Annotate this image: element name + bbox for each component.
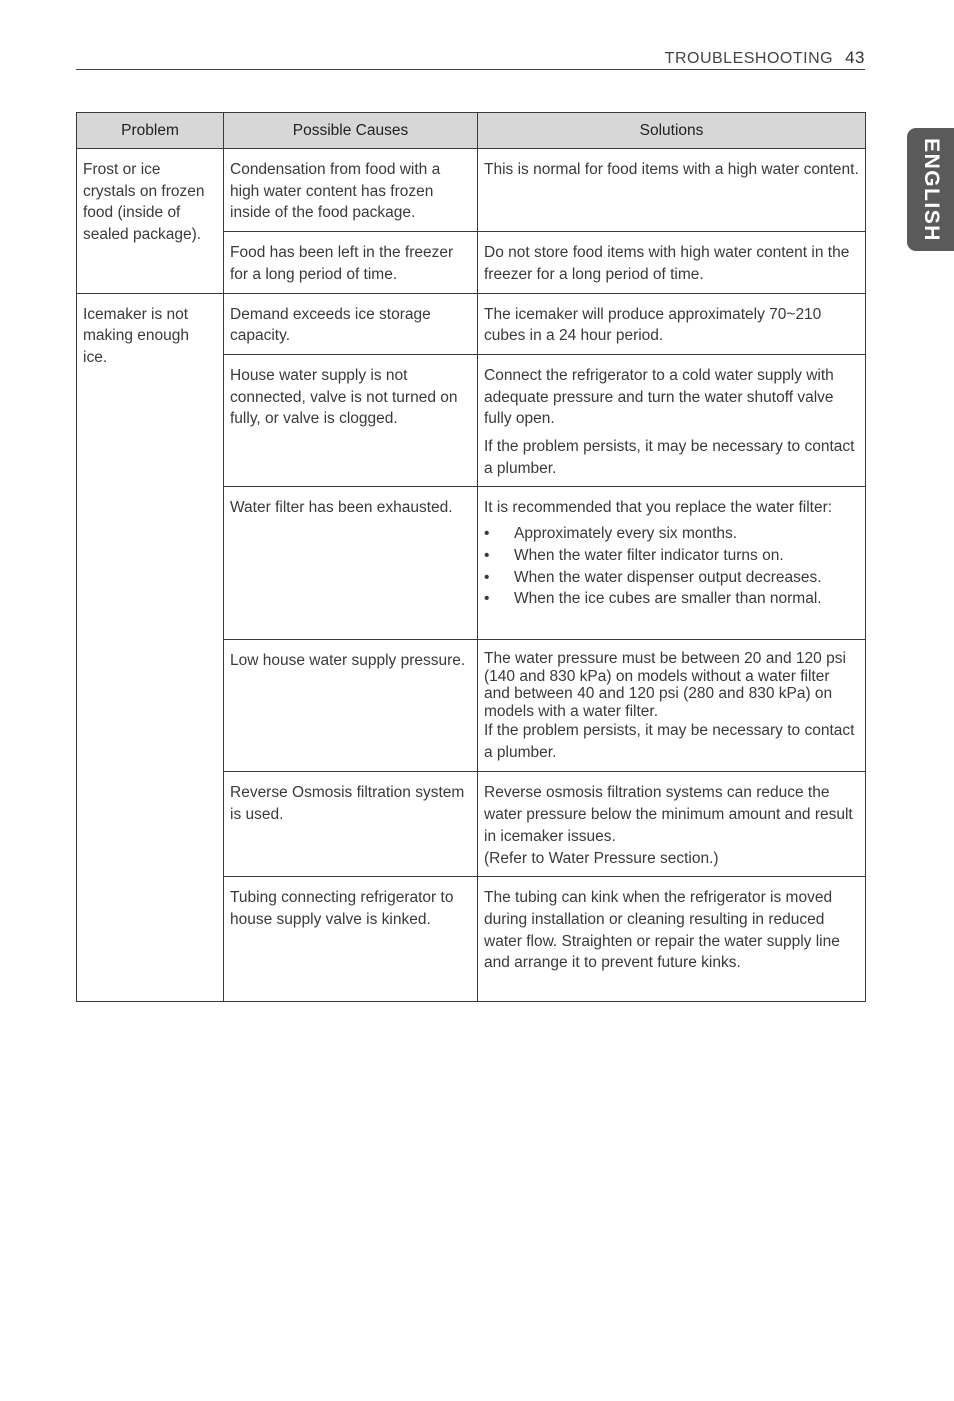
solution-cell	[478, 772, 866, 877]
solution-text: Reverse osmosis filtration systems can reduce the water pressure below the minimum amount and result in icemaker issues.	[484, 784, 853, 845]
solution-cell	[478, 293, 866, 354]
bullet-item: • When the ice cubes are smaller than normal.	[484, 588, 859, 610]
solution-cell	[478, 354, 866, 487]
bullet-item: • Approximately every six months.	[484, 523, 859, 545]
cause-cell: Condensation from food with a high water content has frozen inside of the food package.	[224, 149, 478, 232]
solution-text: Do not store food items with high water content in the freezer for a long period of time.	[484, 244, 850, 283]
solution-cell	[478, 232, 866, 293]
solution-text: This is normal for food items with a high water content.	[484, 161, 859, 178]
column-header-causes: Possible Causes	[224, 113, 478, 149]
bullet-item: • When the water filter indicator turns on.	[484, 545, 859, 567]
language-tab-label: ENGLISH	[919, 137, 943, 242]
solution-text: If the problem persists, it may be necessary to contact a plumber.	[484, 438, 855, 477]
cause-cell: Tubing connecting refrigerator to house supply valve is kinked.	[224, 877, 478, 1002]
section-title: TROUBLESHOOTING	[664, 50, 834, 67]
solution-text: Connect the refrigerator to a cold water supply with adequate pressure and turn the water shutoff valve fully open.	[484, 366, 834, 428]
cause-cell: Demand exceeds ice storage capacity.	[224, 293, 478, 354]
cause-cell: House water supply is not connected, valve is not turned on fully, or valve is clogged.	[224, 354, 478, 487]
cause-cell: Water filter has been exhausted.	[224, 487, 478, 640]
cause-cell: Low house water supply pressure.	[224, 640, 478, 772]
table-row	[77, 293, 866, 354]
column-header-solutions: Solutions	[478, 113, 866, 149]
table-header-row	[77, 113, 866, 149]
language-tab[interactable]	[907, 128, 954, 251]
solution-cell	[478, 487, 866, 640]
cause-cell: Reverse Osmosis filtration system is used.	[224, 772, 478, 877]
solution-text: It is recommended that you replace the water filter:	[484, 499, 833, 517]
problem-cell: Icemaker is not making enough ice.	[77, 293, 224, 1002]
solution-cell	[478, 877, 866, 1002]
solution-text: (Refer to Water Pressure section.)	[484, 849, 719, 867]
column-header-problem: Problem	[77, 113, 224, 149]
bullet-list	[484, 523, 859, 610]
page-header	[76, 48, 865, 70]
troubleshooting-table	[76, 112, 866, 1002]
page-number: 43	[845, 48, 865, 67]
problem-cell: Frost or ice crystals on frozen food (inside of sealed package).	[77, 149, 224, 294]
solution-text: If the problem persists, it may be necessary to contact a plumber.	[484, 722, 855, 762]
table-row	[77, 149, 866, 232]
bullet-item: • When the water dispenser output decreases.	[484, 567, 859, 589]
solution-text: The icemaker will produce approximately 70~210 cubes in a 24 hour period.	[484, 305, 822, 345]
solution-cell	[478, 640, 866, 772]
solution-cell	[478, 149, 866, 232]
cause-cell: Food has been left in the freezer for a long period of time.	[224, 232, 478, 293]
solution-text: The water pressure must be between 20 and 120 psi (140 and 830 kPa) on models without a water filter and between 40 and 120 psi (280 and 830 kPa) on models with a water filter.	[484, 650, 846, 720]
solution-text: The tubing can kink when the refrigerator is moved during installation or cleaning resulting in reduced water flow. Straighten or repair the water supply line and arrange it to prevent future kinks.	[484, 889, 840, 972]
